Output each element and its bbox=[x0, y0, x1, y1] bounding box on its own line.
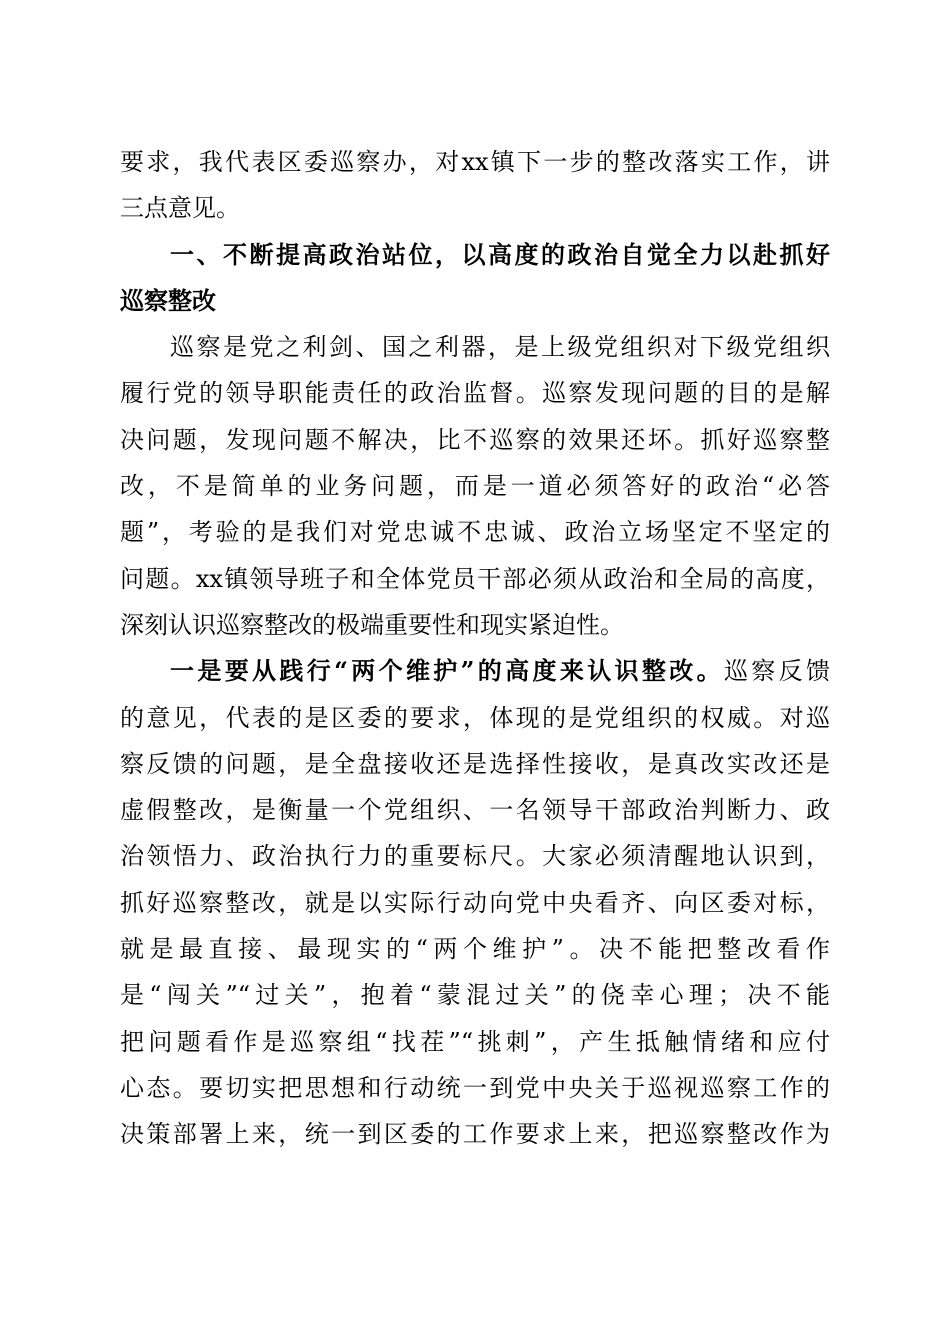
paragraph-line-rest: 巡察反馈 bbox=[723, 657, 831, 686]
paragraph-line: 履行党的领导职能责任的政治监督。巡察发现问题的目的是解 bbox=[120, 379, 830, 408]
paragraph-line: 察反馈的问题，是全盘接收还是选择性接收，是真改实改还是 bbox=[120, 749, 830, 778]
paragraph-line: 深刻认识巡察整改的极端重要性和现实紧迫性。 bbox=[120, 610, 624, 639]
paragraph-line: 改，不是简单的业务问题，而是一道必须答好的政治“必答 bbox=[120, 472, 830, 501]
paragraph-line: 抓好巡察整改，就是以实际行动向党中央看齐、向区委对标， bbox=[120, 888, 830, 917]
section-heading-1 bbox=[120, 232, 830, 325]
paragraph-line: 虚假整改，是衡量一个党组织、一名领导干部政治判断力、政 bbox=[120, 796, 830, 825]
paragraph-line: 把问题看作是巡察组“找茬”“挑刺”，产生抵触情绪和应付 bbox=[120, 1027, 830, 1056]
paragraph-line: 问题。xx镇领导班子和全体党员干部必须从政治和全局的高度， bbox=[120, 564, 830, 593]
paragraph-line: 决问题，发现问题不解决，比不巡察的效果还坏。抓好巡察整 bbox=[120, 425, 830, 454]
heading-line: 巡察整改 bbox=[120, 285, 216, 315]
paragraph-line: 治领悟力、政治执行力的重要标尺。大家必须清醒地认识到， bbox=[120, 842, 830, 871]
paragraph-2 bbox=[120, 648, 830, 1157]
intro-line: 三点意见。 bbox=[120, 194, 240, 223]
intro-line: 要求，我代表区委巡察办，对xx镇下一步的整改落实工作，讲 bbox=[120, 148, 830, 176]
paragraph-line: 决策部署上来，统一到区委的工作要求上来，把巡察整改作为 bbox=[120, 1120, 830, 1149]
paragraph-first-line bbox=[120, 648, 830, 694]
paragraph-line: 巡察是党之利剑、国之利器，是上级党组织对下级党组织 bbox=[170, 333, 830, 362]
paragraph-line: 是“闯关”“过关”，抱着“蒙混过关”的侥幸心理；决不能 bbox=[120, 981, 830, 1010]
document-body bbox=[120, 139, 830, 1158]
paragraph-lead-sentence: 一是要从践行“两个维护”的高度来认识整改。 bbox=[170, 656, 724, 686]
paragraph-1 bbox=[120, 324, 830, 648]
paragraph-line: 题”，考验的是我们对党忠诚不忠诚、政治立场坚定不坚定的 bbox=[120, 518, 830, 547]
paragraph-line: 就是最直接、最现实的“两个维护”。决不能把整改看作 bbox=[120, 935, 830, 964]
paragraph-line: 心态。要切实把思想和行动统一到党中央关于巡视巡察工作的 bbox=[120, 1073, 830, 1102]
heading-line: 一、不断提高政治站位，以高度的政治自觉全力以赴抓好 bbox=[170, 239, 830, 269]
paragraph-line: 的意见，代表的是区委的要求，体现的是党组织的权威。对巡 bbox=[120, 703, 830, 732]
intro-paragraph bbox=[120, 139, 830, 232]
